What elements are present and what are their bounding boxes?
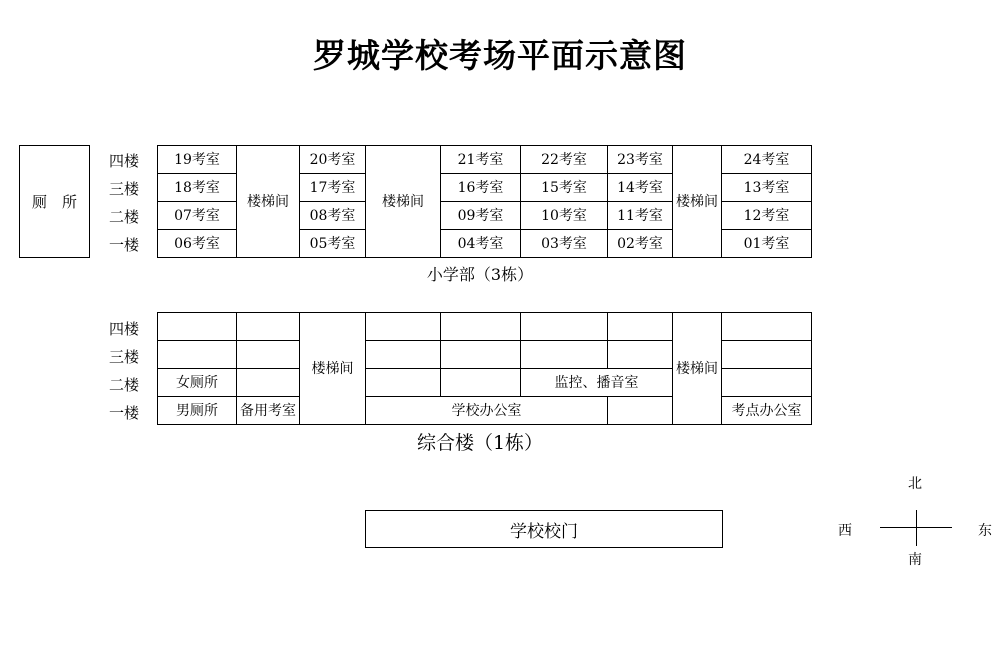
- stairwell: 楼梯间: [673, 313, 722, 425]
- building1-caption: 综合楼（1栋）: [416, 432, 544, 454]
- exam-room: 16考室: [441, 174, 521, 202]
- exam-room: 13考室: [722, 174, 812, 202]
- floor-label: 四楼: [108, 320, 139, 338]
- toilet-label: 厕 所: [31, 193, 77, 211]
- mens-toilet: 男厕所: [158, 397, 237, 425]
- exam-room: 23考室: [608, 146, 673, 174]
- stairwell: 楼梯间: [237, 146, 300, 258]
- exam-room: 05考室: [300, 230, 366, 258]
- building3-grid: [157, 145, 812, 258]
- compass-vertical-line: [916, 510, 917, 546]
- exam-office: 考点办公室: [722, 397, 812, 425]
- compass-north: 北: [908, 476, 922, 492]
- exam-room: 09考室: [441, 202, 521, 230]
- empty-cell: [237, 313, 300, 341]
- empty-cell: [366, 369, 441, 397]
- school-office: 学校办公室: [366, 397, 608, 425]
- exam-room: 02考室: [608, 230, 673, 258]
- empty-cell: [608, 341, 673, 369]
- empty-cell: [722, 313, 812, 341]
- exam-room: 20考室: [300, 146, 366, 174]
- empty-cell: [366, 341, 441, 369]
- compass-south: 南: [908, 552, 922, 568]
- backup-room: 备用考室: [237, 397, 300, 425]
- empty-cell: [608, 313, 673, 341]
- exam-room: 24考室: [722, 146, 812, 174]
- empty-cell: [608, 397, 673, 425]
- exam-room: 08考室: [300, 202, 366, 230]
- empty-cell: [158, 341, 237, 369]
- compass-east: 东: [978, 523, 992, 539]
- exam-room: 21考室: [441, 146, 521, 174]
- stairwell: 楼梯间: [366, 146, 441, 258]
- exam-room: 10考室: [521, 202, 608, 230]
- exam-room: 03考室: [521, 230, 608, 258]
- floor-label: 二楼: [108, 376, 139, 394]
- exam-room: 04考室: [441, 230, 521, 258]
- exam-room: 19考室: [158, 146, 237, 174]
- building3-caption: 小学部（3栋）: [426, 265, 534, 284]
- floor-label: 四楼: [108, 152, 139, 170]
- exam-room: 22考室: [521, 146, 608, 174]
- monitor-room: 监控、播音室: [521, 369, 673, 397]
- toilet-box: [19, 145, 90, 258]
- floor-label: 三楼: [108, 348, 139, 366]
- exam-room: 14考室: [608, 174, 673, 202]
- floor-label: 一楼: [108, 404, 139, 422]
- floor-label: 二楼: [108, 208, 139, 226]
- building1-grid: [157, 312, 812, 425]
- school-gate: [365, 510, 723, 548]
- compass-west: 西: [838, 523, 852, 539]
- empty-cell: [521, 341, 608, 369]
- exam-room: 15考室: [521, 174, 608, 202]
- empty-cell: [441, 341, 521, 369]
- exam-room: 18考室: [158, 174, 237, 202]
- womens-toilet: 女厕所: [158, 369, 237, 397]
- exam-room: 11考室: [608, 202, 673, 230]
- exam-room: 07考室: [158, 202, 237, 230]
- empty-cell: [722, 341, 812, 369]
- school-gate-label: 学校校门: [510, 521, 578, 542]
- stairwell: 楼梯间: [300, 313, 366, 425]
- empty-cell: [521, 313, 608, 341]
- empty-cell: [441, 313, 521, 341]
- exam-room: 06考室: [158, 230, 237, 258]
- exam-room: 01考室: [722, 230, 812, 258]
- floor-label: 一楼: [108, 236, 139, 254]
- empty-cell: [441, 369, 521, 397]
- exam-room: 12考室: [722, 202, 812, 230]
- floor-label: 三楼: [108, 180, 139, 198]
- stairwell: 楼梯间: [673, 146, 722, 258]
- empty-cell: [722, 369, 812, 397]
- empty-cell: [366, 313, 441, 341]
- empty-cell: [237, 369, 300, 397]
- exam-room: 17考室: [300, 174, 366, 202]
- empty-cell: [158, 313, 237, 341]
- empty-cell: [237, 341, 300, 369]
- page-title: 罗城学校考场平面示意图: [313, 36, 687, 75]
